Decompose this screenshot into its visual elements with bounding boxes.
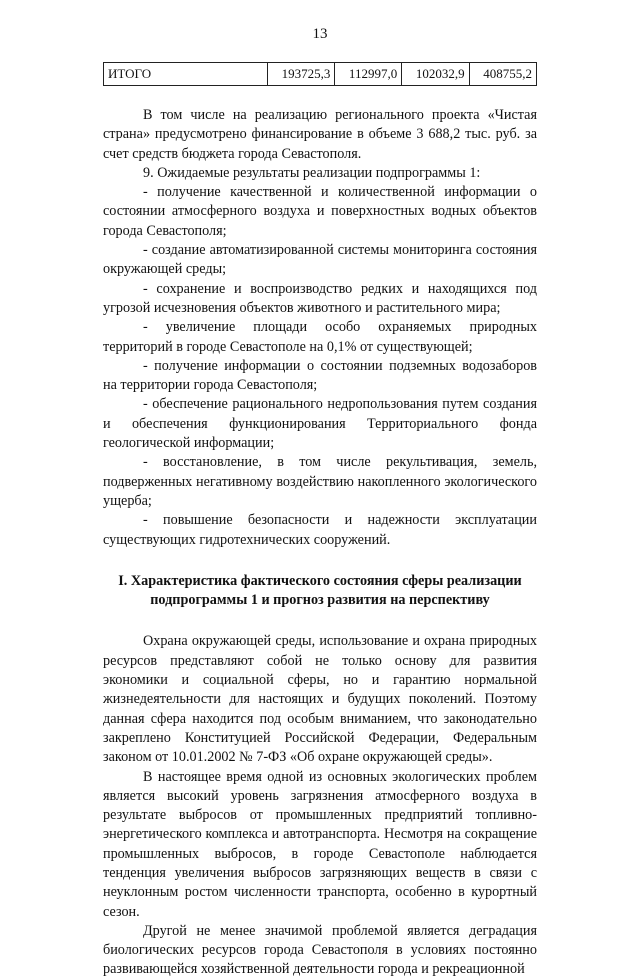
list-item: - создание автоматизированной системы мониторинга состояния окружающей среды; — [103, 242, 537, 278]
list-item: - обеспечение рационального недропользования путем создания и обеспечения функционирования Территориального фонда геологической информации; — [103, 396, 537, 452]
table-row — [104, 63, 537, 86]
list-item: - повышение безопасности и надежности эксплуатации существующих гидротехнических сооружений. — [103, 512, 537, 548]
document-body — [103, 106, 537, 980]
totals-value: 112997,0 — [335, 63, 402, 86]
list-item: - получение информации о состоянии подземных водозаборов на территории города Севастополя; — [103, 357, 537, 394]
section-title: I. Характеристика фактического состояния сферы реализации подпрограммы 1 и прогноз развития на перспективу — [118, 572, 522, 609]
list-item: - сохранение и воспроизводство редких и находящихся под угрозой исчезновения объектов животного и растительного мира; — [103, 280, 537, 316]
page-number: 13 — [312, 26, 328, 42]
totals-value: 102032,9 — [402, 63, 469, 86]
paragraph: Другой не менее значимой проблемой является деградация биологических ресурсов города Севастополя в условиях постоянно развивающейся хозяйственной деятельности города и рекреационной — [103, 922, 537, 978]
totals-value: 408755,2 — [469, 63, 536, 86]
totals-table — [103, 62, 537, 86]
totals-value: 193725,3 — [268, 63, 335, 86]
paragraph: Охрана окружающей среды, использование и охрана природных ресурсов представляют собой не только основу для развития экономики и социальной сферы, но и гарантию нормальной жизнедеятельности для настоящих и будущих поколений. Поэтому данная сфера находится под особым вниманием, что законодательно закреплено Конституцией Российской Федерации, Федеральным законом от 10.01.2002 № 7-ФЗ «Об охране окружающей среды». — [103, 633, 537, 766]
list-item: - получение качественной и количественной информации о состоянии атмосферного воздуха и поверхностных водных объектов города Севастополя; — [103, 184, 537, 239]
results-heading: 9. Ожидаемые результаты реализации подпрограммы 1: — [143, 164, 481, 181]
totals-label: ИТОГО — [104, 63, 268, 86]
intro-paragraph: В том числе на реализацию регионального проекта «Чистая страна» предусмотрено финансирование в объеме 3 688,2 тыс. руб. за счет средств бюджета города Севастополя. — [103, 107, 537, 162]
list-item: - увеличение площади особо охраняемых природных территорий в городе Севастополе на 0,1% от существующей; — [103, 319, 537, 355]
paragraph: В настоящее время одной из основных экологических проблем является высокий уровень загрязнения атмосферного воздуха в результате выбросов от промышленных предприятий топливно-энергетического комплекса и автотранспорта. Несмотря на сокращение промышленных выбросов, в городе Севастополе наблюдается тенденция увеличения выбросов загрязняющих веществ в связи с неуклонным ростом численности транспорта, особенно в курортный сезон. — [103, 768, 537, 920]
list-item: - восстановление, в том числе рекультивация, земель, подверженных негативному воздействию накопленного экологического ущерба; — [103, 454, 537, 509]
